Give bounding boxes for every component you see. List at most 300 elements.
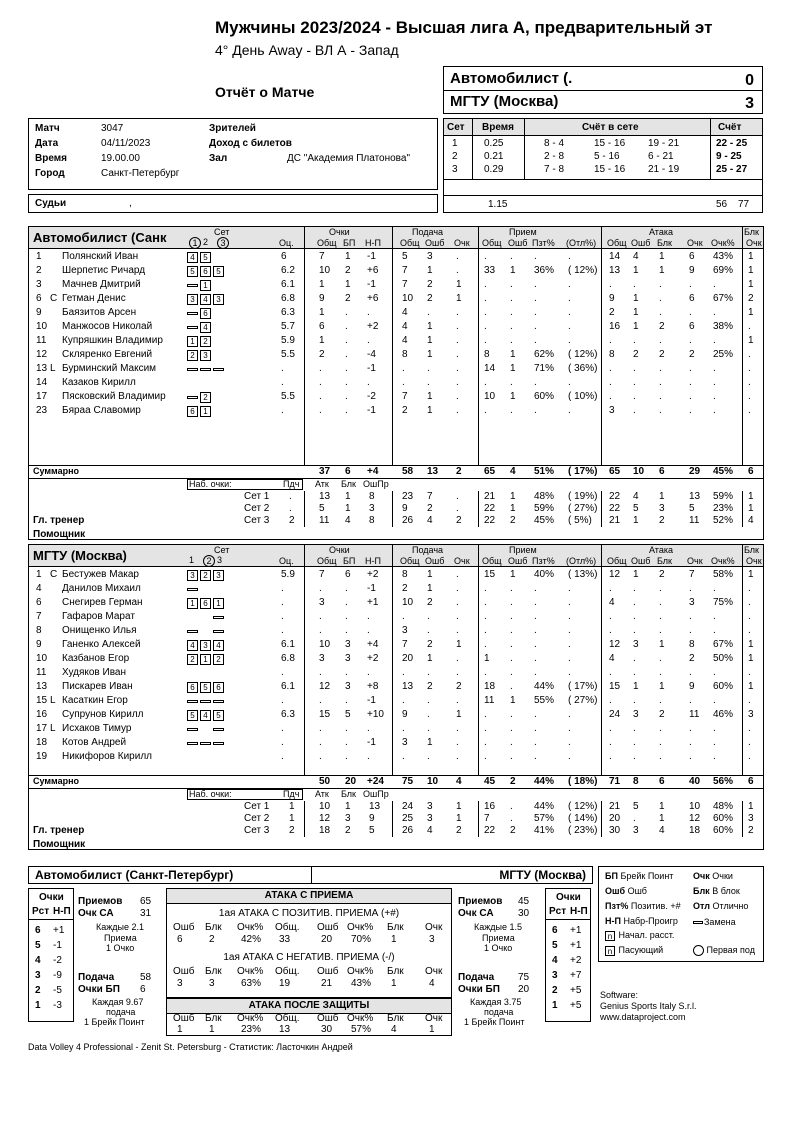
right-serve-label: Подача	[458, 972, 495, 983]
player-a_pts: 6	[689, 321, 695, 332]
player-a_pct: .	[713, 279, 716, 290]
player-number: 17	[36, 391, 48, 402]
first-serve-icon	[693, 945, 704, 956]
player-s_pts: .	[456, 307, 459, 318]
bench-marker	[187, 700, 198, 703]
legend-sub: Замена	[704, 917, 736, 927]
player-r_exc: .	[568, 737, 571, 748]
player-tot: .	[319, 583, 322, 594]
player-b_pts: 2	[748, 293, 754, 304]
player-tot: 6	[319, 321, 325, 332]
date-label: Дата	[35, 138, 59, 149]
player-a_blk: 2	[659, 321, 665, 332]
player-s_err: 1	[427, 583, 433, 594]
attack-col-header: Ошб	[317, 1013, 339, 1024]
set-marker: 1	[189, 237, 201, 249]
player-b_pts: 1	[748, 265, 754, 276]
player-oc: 5.9	[281, 569, 295, 580]
header-points: Очки	[329, 227, 350, 237]
team2-table	[28, 544, 764, 850]
set-atk: 12	[319, 813, 331, 824]
player-s_err: .	[427, 307, 430, 318]
player-r_tot: 33	[484, 265, 496, 276]
set-score: 22 - 25	[716, 138, 748, 149]
set-r_tot: 21	[484, 491, 496, 502]
set-time: 0.21	[484, 151, 504, 162]
player-row	[29, 293, 765, 307]
right-every2: Приема	[482, 933, 515, 943]
right-every-s3: 1 Брейк Поинт	[464, 1017, 525, 1027]
rotation-position: 1	[200, 406, 211, 417]
attack-col-header: Ошб	[317, 966, 339, 977]
player-name: Худяков Иван	[62, 667, 126, 678]
player-name: Данилов Михаил	[62, 583, 141, 594]
player-name: Гафаров Марат	[62, 611, 135, 622]
player-oc: 6.8	[281, 293, 295, 304]
player-a_tot: .	[609, 377, 612, 388]
player-s_err: .	[427, 723, 430, 734]
player-a_err: 1	[633, 265, 639, 276]
player-a_pct: 58%	[713, 569, 734, 580]
player-b_pts: .	[748, 363, 751, 374]
set-time: 0.25	[484, 138, 504, 149]
player-a_err: .	[633, 335, 636, 346]
player-a_tot: .	[609, 363, 612, 374]
set-r_pos: 48%	[534, 491, 555, 502]
player-row	[29, 583, 765, 597]
total-label: Суммарно	[33, 776, 80, 786]
player-tot: 7	[319, 251, 325, 262]
player-number: 14	[36, 377, 48, 388]
total-np: +4	[367, 466, 379, 477]
player-np: .	[367, 307, 370, 318]
set-pdch: .	[289, 491, 292, 502]
player-tot: 1	[319, 335, 325, 346]
player-a_pct: .	[713, 611, 716, 622]
set-blk: 1	[345, 801, 351, 812]
player-b_pts: 1	[748, 681, 754, 692]
player-b_pts: .	[748, 377, 751, 388]
rotation-number: 6	[552, 925, 558, 936]
player-np: .	[367, 667, 370, 678]
attack-col-header: Блк	[387, 922, 404, 933]
subheader-err: Ошб	[425, 238, 445, 248]
set-marker: 3	[217, 555, 223, 565]
subheader-err: Ошб	[425, 556, 445, 566]
player-tot: 7	[319, 569, 325, 580]
rotation-position: 5	[187, 710, 198, 721]
player-a_pts: 3	[689, 597, 695, 608]
player-r_err: .	[510, 625, 513, 636]
team1-table	[28, 226, 764, 540]
left-serve-label: Подача	[78, 972, 115, 983]
total-r_pos: 44%	[534, 776, 555, 787]
player-s_pts: .	[456, 751, 459, 762]
assistant-label: Помощник	[33, 839, 86, 850]
player-s_err: .	[427, 611, 430, 622]
player-a_tot: 4	[609, 597, 615, 608]
attack-value: 1	[429, 1024, 435, 1035]
player-row	[29, 377, 765, 391]
player-a_pts: 6	[689, 293, 695, 304]
rotation-number: 3	[552, 970, 558, 981]
right-rot-np: Н-П	[570, 906, 588, 917]
player-r_pos: .	[534, 639, 537, 650]
player-bp: .	[345, 349, 348, 360]
header-set: Сет	[214, 545, 230, 555]
player-name: Шерпетис Ричард	[62, 265, 146, 276]
player-s_tot: 10	[402, 597, 414, 608]
player-a_pts: 7	[689, 569, 695, 580]
right-every3: 1 Очко	[484, 943, 513, 953]
player-r_err: .	[510, 681, 513, 692]
player-np: .	[367, 611, 370, 622]
set-a_pts: 13	[689, 491, 701, 502]
footer-text: Data Volley 4 Professional - Zenit St. Petersburg - Статистик: Ласточкин Андрей	[28, 1042, 353, 1052]
set-sub-np: ОшПр	[363, 789, 389, 799]
set-a_tot: 30	[609, 825, 621, 836]
player-s_err: 2	[427, 279, 433, 290]
player-s_tot: 8	[402, 569, 408, 580]
rotation-position: 4	[200, 710, 211, 721]
rotation-position: 1	[187, 336, 198, 347]
player-a_err: 1	[633, 569, 639, 580]
setter-icon: n	[605, 946, 615, 956]
player-row	[29, 597, 765, 611]
player-a_err: .	[633, 611, 636, 622]
rotation-balance: -1	[53, 940, 62, 951]
player-s_pts: .	[456, 265, 459, 276]
player-r_pos: 44%	[534, 681, 555, 692]
set-r_tot: 7	[484, 813, 490, 824]
set-r_err: 1	[510, 503, 516, 514]
report-title: Мужчины 2023/2024 - Высшая лига А, предварительный эт	[215, 18, 713, 37]
player-r_pos: 62%	[534, 349, 555, 360]
player-name: Мачнев Дмитрий	[62, 279, 141, 290]
player-oc: .	[281, 611, 284, 622]
player-name: Купряшкин Владимир	[62, 335, 163, 346]
income-label: Доход с билетов	[209, 138, 292, 149]
set-pdch: .	[289, 503, 292, 514]
player-a_blk: .	[659, 363, 662, 374]
left-rot-pts-label: Очки	[39, 892, 64, 903]
time-label: Время	[35, 153, 67, 164]
player-r_exc: .	[568, 279, 571, 290]
total-r_exc: ( 17%)	[568, 466, 598, 477]
attack-value: 1	[209, 1024, 215, 1035]
right-bp: 20	[518, 984, 530, 995]
player-a_err: .	[633, 625, 636, 636]
set-r_pos: 45%	[534, 515, 555, 526]
player-number: 12	[36, 349, 48, 360]
player-s_tot: 3	[402, 737, 408, 748]
player-a_pct: .	[713, 363, 716, 374]
player-a_pct: 50%	[713, 653, 734, 664]
set-partial-b: 5 - 16	[594, 151, 620, 162]
rotation-position: 4	[200, 294, 211, 305]
attack-col-header: Ошб	[173, 1013, 195, 1024]
total-s_err: 13	[427, 466, 439, 477]
player-b_pts: .	[748, 737, 751, 748]
player-name: Манжосов Николай	[62, 321, 153, 332]
player-a_tot: .	[609, 391, 612, 402]
player-s_pts: .	[456, 737, 459, 748]
player-number: 10	[36, 653, 48, 664]
player-a_err: .	[633, 279, 636, 290]
set-subheader	[29, 789, 765, 801]
team2-name: МГТУ (Москва)	[33, 548, 127, 563]
set-a_pct: 60%	[713, 825, 734, 836]
subheader-err: Ошб	[508, 556, 528, 566]
player-number: 9	[36, 307, 42, 318]
attack-col-header: Блк	[205, 922, 222, 933]
player-r_err: .	[510, 667, 513, 678]
set-r_exc: ( 12%)	[568, 801, 598, 812]
player-a_pts: .	[689, 377, 692, 388]
player-s_err: .	[427, 695, 430, 706]
bench-marker	[187, 284, 198, 287]
player-s_err: 2	[427, 597, 433, 608]
legend-item	[693, 871, 733, 881]
set-a_blk: 1	[659, 813, 665, 824]
header-points: Очки	[329, 545, 350, 555]
player-r_tot: .	[484, 751, 487, 762]
player-b_pts: .	[748, 625, 751, 636]
nab-label: Наб. очки:	[189, 789, 232, 799]
right-every: Каждые 1.5	[474, 922, 523, 932]
rotation-position: 4	[200, 322, 211, 333]
player-a_tot: 16	[609, 321, 621, 332]
player-a_pts: .	[689, 751, 692, 762]
player-s_err: 1	[427, 653, 433, 664]
player-r_err: .	[510, 639, 513, 650]
player-r_pos: .	[534, 653, 537, 664]
attack-col-header: Блк	[387, 966, 404, 977]
attack-value: 30	[321, 1024, 333, 1035]
set-np: 9	[369, 813, 375, 824]
player-name: Бурминский Максим	[62, 363, 157, 374]
set-s_err: 3	[427, 801, 433, 812]
left-rot-rst: Рст	[32, 906, 50, 917]
player-np: -2	[367, 391, 376, 402]
set-s_tot: 26	[402, 515, 414, 526]
player-r_tot: .	[484, 321, 487, 332]
player-s_err: .	[427, 625, 430, 636]
starting-lineup-icon: n	[605, 931, 615, 941]
player-r_exc: .	[568, 653, 571, 664]
set-a_pct: 60%	[713, 813, 734, 824]
set-blk: 1	[345, 491, 351, 502]
left-rec-label: Приемов	[78, 896, 123, 907]
subheader-exc: (Отл%)	[566, 556, 597, 566]
player-np: +2	[367, 569, 379, 580]
player-row	[29, 321, 765, 335]
rotation-position: 3	[213, 570, 224, 581]
player-a_tot: 14	[609, 251, 621, 262]
player-s_tot: 9	[402, 709, 408, 720]
player-name: Бестужев Макар	[62, 569, 139, 580]
player-r_exc: .	[568, 293, 571, 304]
player-row	[29, 751, 765, 765]
player-r_err: .	[510, 335, 513, 346]
total-r_tot: 65	[484, 466, 496, 477]
player-bp: .	[345, 695, 348, 706]
player-s_tot: .	[402, 377, 405, 388]
player-s_pts: .	[456, 597, 459, 608]
rotation-position: 2	[200, 336, 211, 347]
spectators-label: Зрителей	[209, 123, 256, 134]
set-sub-blk: Блк	[341, 479, 356, 489]
player-a_pts: .	[689, 335, 692, 346]
player-r_pos: .	[534, 293, 537, 304]
player-oc: .	[281, 363, 284, 374]
player-r_err: .	[510, 737, 513, 748]
set-a_blk: 1	[659, 801, 665, 812]
score-team2: МГТУ (Москва)	[450, 93, 559, 110]
bench-marker	[213, 368, 224, 371]
player-oc: .	[281, 751, 284, 762]
player-a_pct: .	[713, 737, 716, 748]
match-city: Санкт-Петербург	[101, 168, 180, 179]
rotation-number: 6	[35, 925, 41, 936]
attack-reception-title: АТАКА С ПРИЕМА	[264, 890, 354, 901]
report-subtitle: 4° День Away - ВЛ А - Запад	[215, 42, 399, 58]
set-r_err: 1	[510, 491, 516, 502]
player-r_tot: .	[484, 251, 487, 262]
set-np: 5	[369, 825, 375, 836]
set-r_pos: 59%	[534, 503, 555, 514]
subheader-tot: Общ	[482, 238, 502, 248]
player-b_pts: .	[748, 321, 751, 332]
player-a_pct: .	[713, 377, 716, 388]
player-a_tot: .	[609, 583, 612, 594]
player-b_pts: 1	[748, 653, 754, 664]
player-s_tot: .	[402, 667, 405, 678]
player-bp: 3	[345, 681, 351, 692]
rotation-balance: -5	[53, 985, 62, 996]
player-name: Касаткин Егор	[62, 695, 128, 706]
player-a_err: 1	[633, 681, 639, 692]
player-r_tot: .	[484, 723, 487, 734]
subheader-bp: БП	[343, 238, 356, 248]
player-r_err: .	[510, 611, 513, 622]
set-row-label: Сет 2	[244, 813, 270, 824]
legend-box	[598, 866, 764, 962]
right-rot-rst: Рст	[549, 906, 567, 917]
rotation-position: 5	[187, 266, 198, 277]
player-oc: 5.5	[281, 391, 295, 402]
player-np: +8	[367, 681, 379, 692]
match-date: 04/11/2023	[101, 138, 151, 149]
rotation-position: 6	[200, 598, 211, 609]
attack-col-header: Блк	[205, 966, 222, 977]
rotation-position: 3	[200, 640, 211, 651]
set-r_exc: ( 5%)	[568, 515, 592, 526]
rotation-position: 4	[213, 640, 224, 651]
player-row	[29, 723, 765, 737]
player-tot: 2	[319, 349, 325, 360]
player-a_blk: .	[659, 307, 662, 318]
set-a_blk: 1	[659, 491, 665, 502]
attack-col-header: Блк	[205, 1013, 222, 1024]
attack-value: 13	[279, 1024, 291, 1035]
set-r_tot: 22	[484, 503, 496, 514]
subheader-np: Н-П	[365, 238, 381, 248]
hall-name: ДС "Академия Платонова"	[287, 153, 410, 164]
player-tot: .	[319, 363, 322, 374]
set-a_err: 5	[633, 503, 639, 514]
set-s_tot: 23	[402, 491, 414, 502]
subheader-oc: Оц.	[279, 556, 294, 566]
attack-col-header: Блк	[387, 1013, 404, 1024]
player-a_pts: .	[689, 583, 692, 594]
set-number: 1	[452, 138, 458, 149]
attack-col-header: Очк%	[237, 922, 264, 933]
total-a_err: 8	[633, 776, 639, 787]
total-a_pct: 45%	[713, 466, 734, 477]
player-a_blk: .	[659, 695, 662, 706]
set-blk: 3	[345, 813, 351, 824]
attack-defense-title: АТАКА ПОСЛЕ ЗАЩИТЫ	[248, 1000, 370, 1011]
player-a_tot: .	[609, 335, 612, 346]
player-s_err: 3	[427, 251, 433, 262]
bench-marker	[200, 700, 211, 703]
player-r_err: 1	[510, 391, 516, 402]
player-s_tot: 4	[402, 335, 408, 346]
bench-marker	[213, 742, 224, 745]
set-a_err: 4	[633, 491, 639, 502]
player-bp: 5	[345, 709, 351, 720]
rotation-position: 1	[200, 280, 211, 291]
player-a_tot: 3	[609, 405, 615, 416]
set-row-label: Сет 1	[244, 491, 270, 502]
player-s_pts: 1	[456, 639, 462, 650]
legend-abbr: БП	[605, 871, 618, 881]
player-a_tot: .	[609, 723, 612, 734]
player-s_pts: .	[456, 611, 459, 622]
player-a_blk: 1	[659, 265, 665, 276]
total-a_blk: 6	[659, 776, 665, 787]
player-b_pts: 1	[748, 569, 754, 580]
legend-desc: Отлично	[712, 901, 749, 911]
rotation-position: 3	[213, 294, 224, 305]
attack-value: 21	[321, 978, 333, 989]
set-s_pts: .	[456, 491, 459, 502]
total-s_tot: 58	[402, 466, 414, 477]
player-r_exc: .	[568, 321, 571, 332]
player-bp: 1	[345, 251, 351, 262]
player-row	[29, 611, 765, 625]
attack-value: 1	[391, 934, 397, 945]
left-every: Каждые 2.1	[96, 922, 145, 932]
player-name: Никифоров Кирилл	[62, 751, 152, 762]
set-a_blk: 4	[659, 825, 665, 836]
subheader-tot: Общ	[317, 238, 337, 248]
header-block: Блк	[744, 227, 759, 237]
legend-item	[605, 901, 681, 911]
player-bp: .	[345, 625, 348, 636]
rotation-position: 2	[200, 392, 211, 403]
subheader-np: Н-П	[365, 556, 381, 566]
legend-item	[693, 901, 748, 911]
player-s_pts: 1	[456, 709, 462, 720]
player-r_err: .	[510, 251, 513, 262]
set-subheader	[29, 479, 765, 491]
player-r_exc: ( 12%)	[568, 349, 598, 360]
player-r_pos: .	[534, 723, 537, 734]
player-role: L	[50, 695, 56, 706]
assistant-label: Помощник	[33, 529, 86, 540]
